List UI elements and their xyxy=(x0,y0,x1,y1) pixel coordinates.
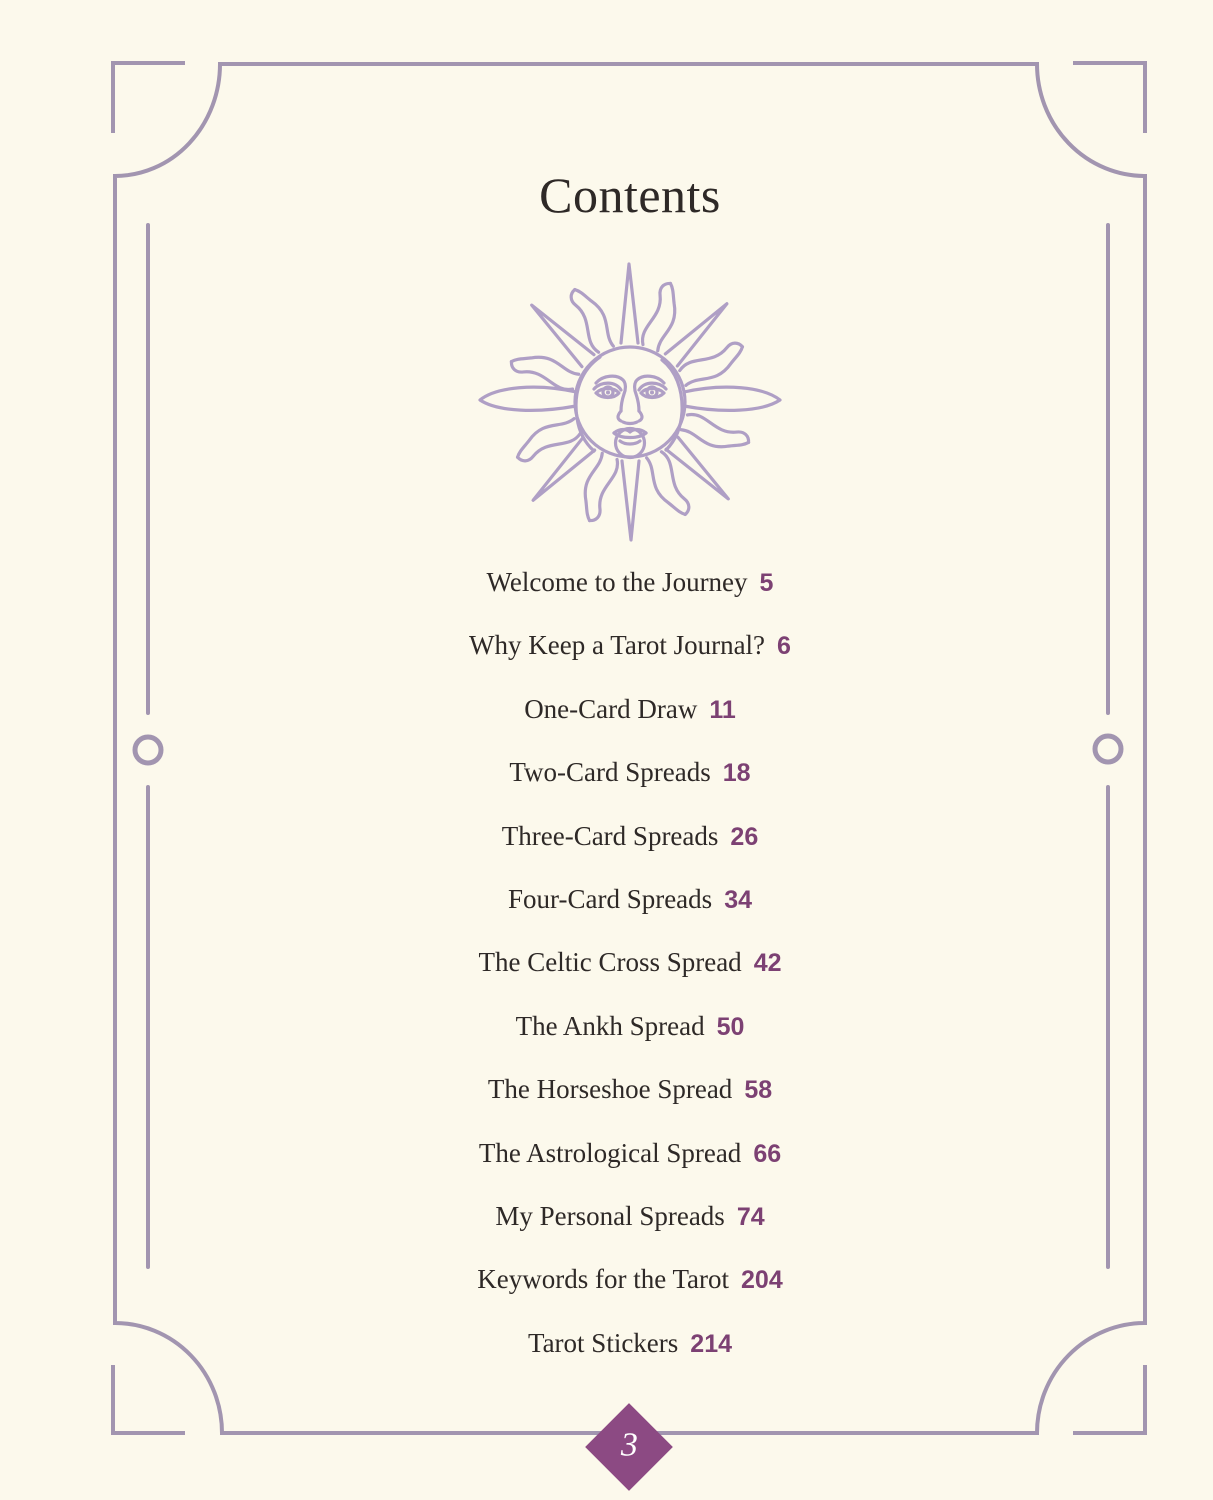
toc-entry-label: The Ankh Spread xyxy=(515,1010,705,1041)
toc-entry-page-number: 26 xyxy=(730,822,759,851)
toc-entry xyxy=(115,553,1145,616)
toc-entry xyxy=(115,933,1145,996)
sun-leaf-ray-east xyxy=(684,387,780,410)
toc-entry-page-number: 6 xyxy=(777,632,791,661)
table-of-contents xyxy=(115,553,1145,1377)
toc-entry-label: Welcome to the Journey xyxy=(486,567,748,597)
toc-entry-page-number: 214 xyxy=(690,1329,733,1358)
sun-face-illustration xyxy=(470,242,790,562)
toc-entry-label: My Personal Spreads xyxy=(495,1201,725,1232)
toc-entry xyxy=(115,870,1145,933)
page-number: 3 xyxy=(620,1426,638,1463)
toc-entry xyxy=(115,1060,1145,1123)
toc-entry xyxy=(115,616,1145,679)
toc-entry xyxy=(115,743,1145,806)
toc-entry-page-number: 50 xyxy=(716,1012,745,1041)
toc-entry-page-number: 11 xyxy=(709,695,736,724)
toc-entry xyxy=(115,807,1145,870)
toc-entry-page-number: 66 xyxy=(753,1139,782,1168)
toc-entry xyxy=(115,1314,1145,1377)
toc-entry-label: One-Card Draw xyxy=(524,693,698,724)
toc-entry-page-number: 18 xyxy=(722,759,751,788)
corner-bracket-top-left xyxy=(113,63,185,133)
toc-entry-label: Three-Card Spreads xyxy=(501,820,719,851)
page-title: Contents xyxy=(539,167,721,223)
toc-entry xyxy=(115,997,1145,1060)
toc-entry-label: Tarot Stickers xyxy=(527,1327,679,1358)
toc-entry xyxy=(115,680,1145,743)
toc-entry xyxy=(115,1124,1145,1187)
toc-entry-page-number: 74 xyxy=(736,1203,765,1232)
toc-entry-page-number: 58 xyxy=(744,1076,773,1105)
corner-bracket-top-right xyxy=(1073,63,1145,133)
toc-entry-label: Keywords for the Tarot xyxy=(477,1264,730,1295)
toc-entry-label: The Celtic Cross Spread xyxy=(478,947,742,978)
sun-face xyxy=(575,347,685,458)
toc-entry-page-number: 42 xyxy=(753,949,782,978)
toc-entry-page-number: 34 xyxy=(724,886,752,915)
toc-entry-label: Two-Card Spreads xyxy=(509,757,711,788)
toc-entry-page-number: 5 xyxy=(759,569,774,597)
toc-entry-label: The Astrological Spread xyxy=(478,1137,742,1168)
sun-straight-rays xyxy=(526,264,734,540)
toc-entry-label: Four-Card Spreads xyxy=(508,884,713,915)
toc-entry xyxy=(115,1187,1145,1250)
toc-entry xyxy=(115,1250,1145,1313)
toc-entry-page-number: 204 xyxy=(741,1266,783,1295)
toc-entry-label: The Horseshoe Spread xyxy=(487,1074,733,1105)
sun-leaf-ray-west xyxy=(480,387,576,410)
toc-entry-label: Why Keep a Tarot Journal? xyxy=(469,630,766,661)
